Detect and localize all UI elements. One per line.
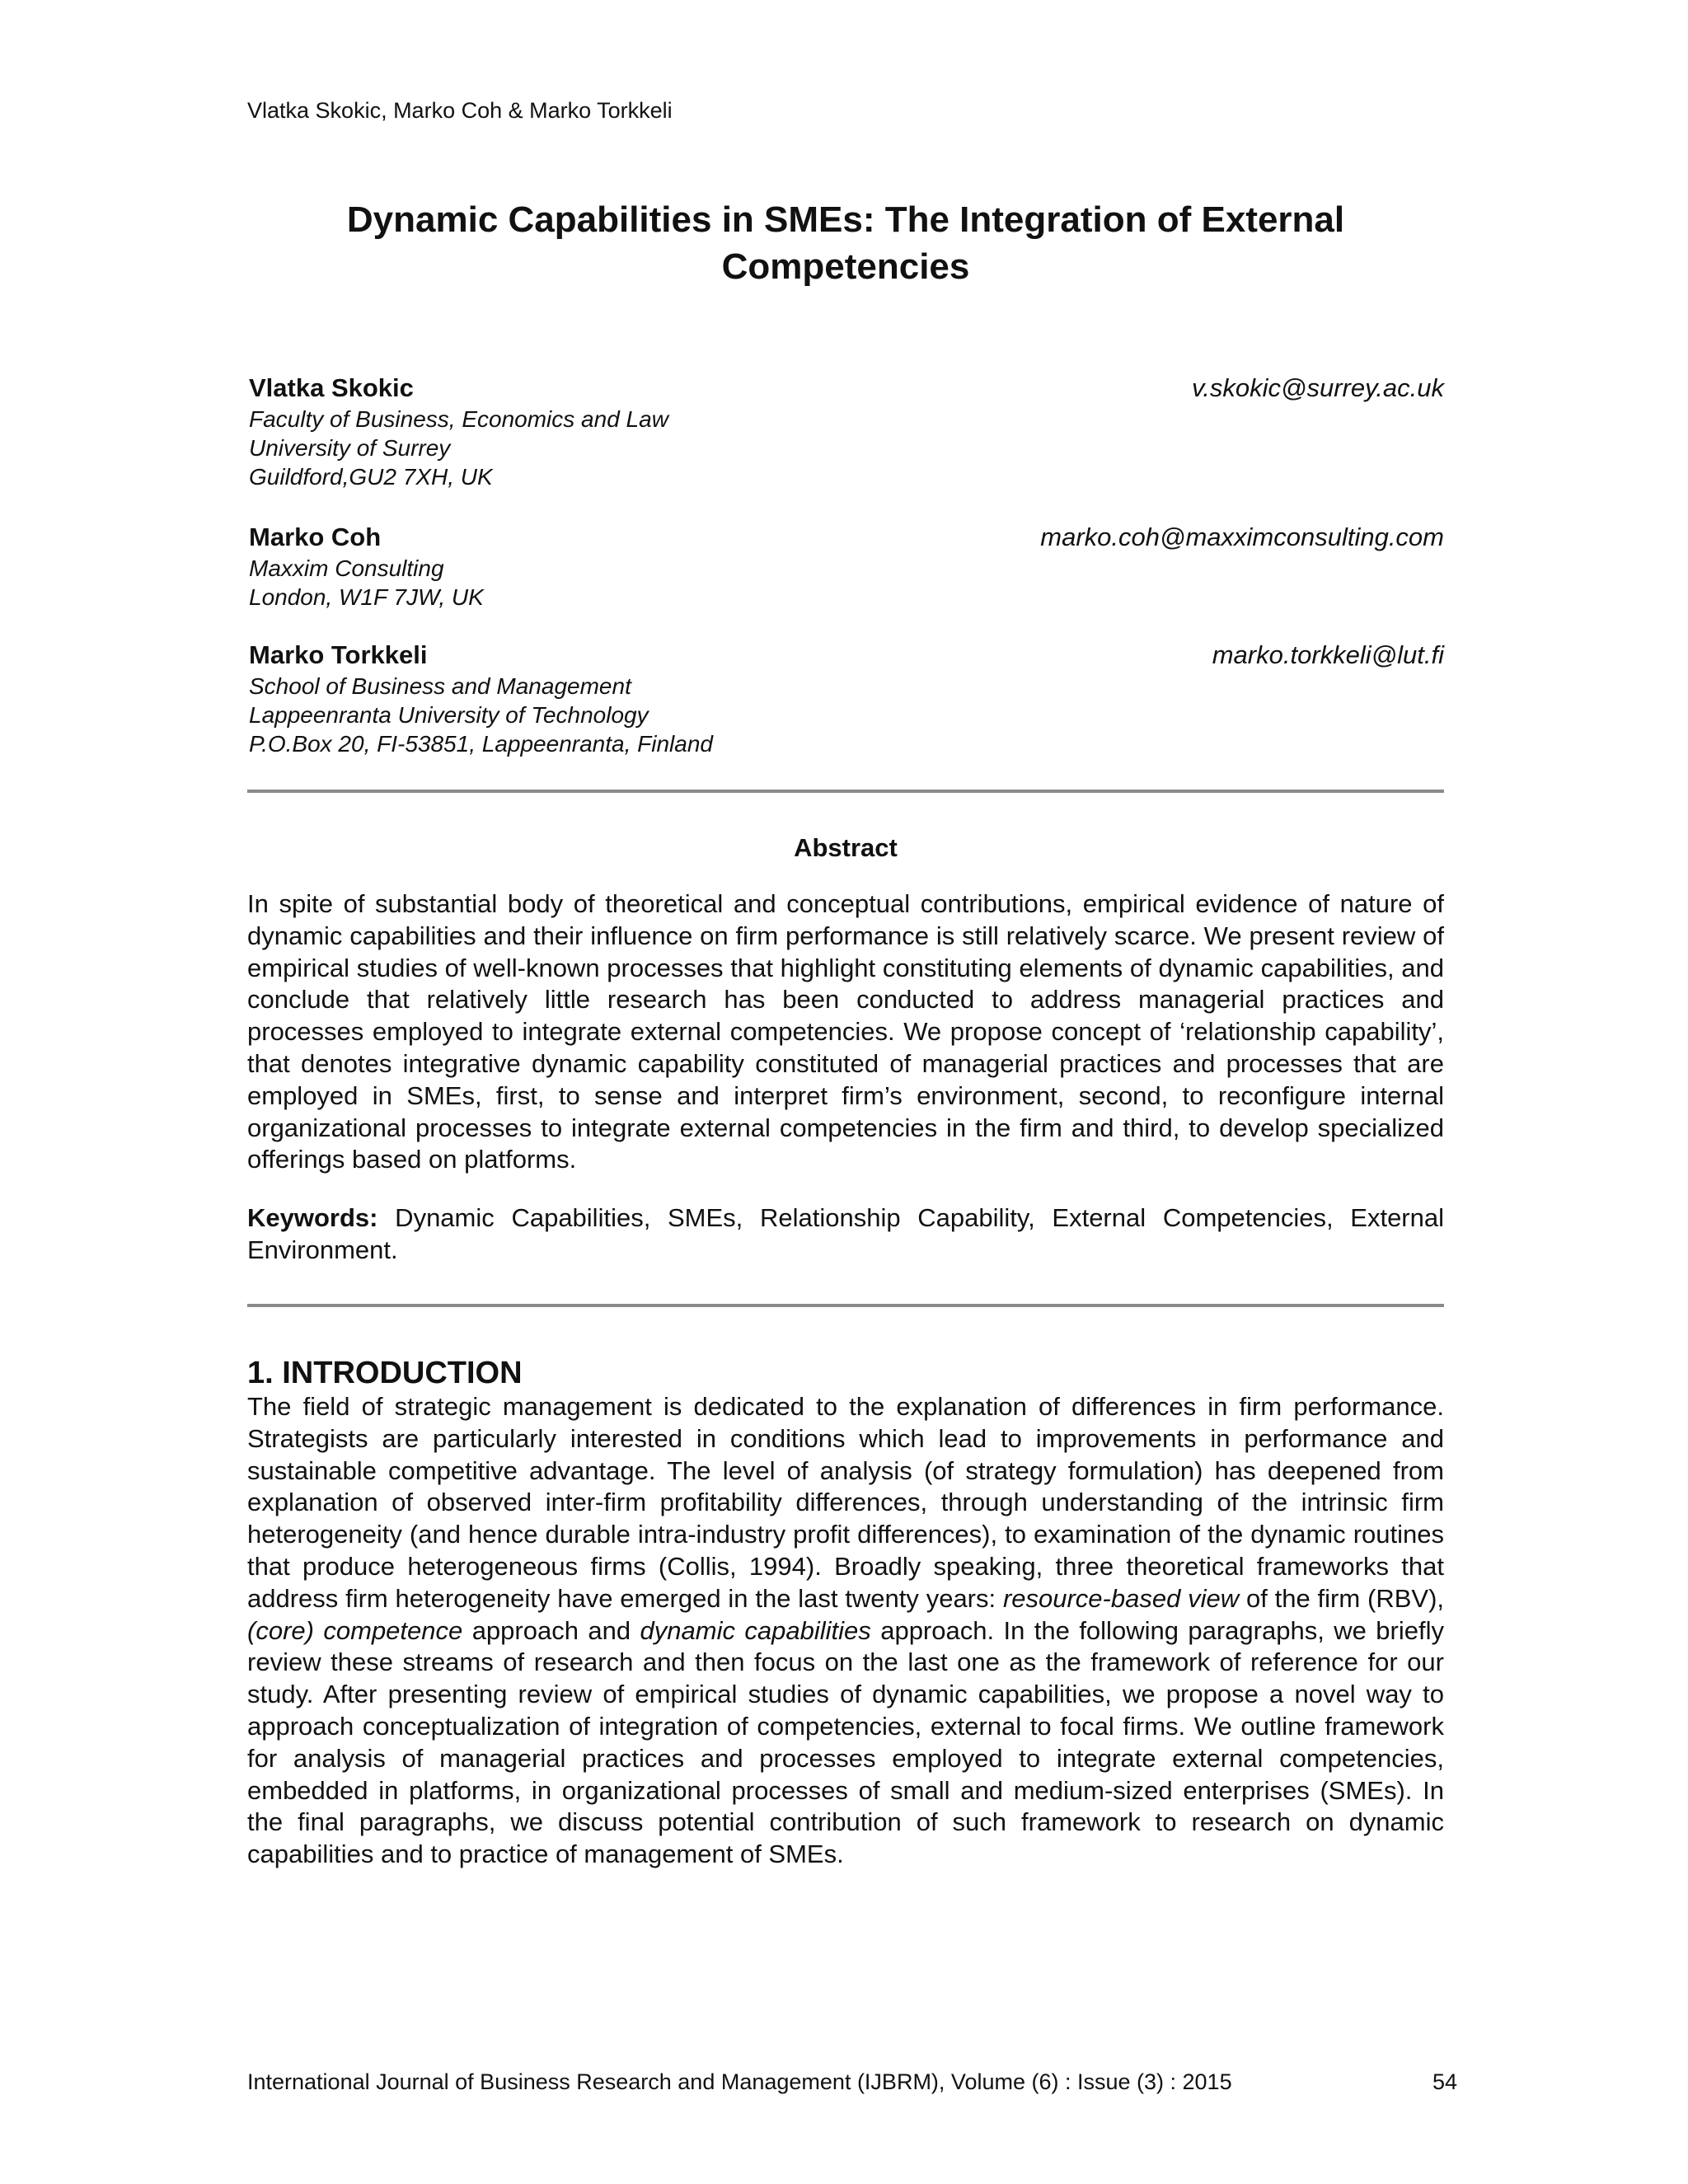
paper-title-line-1: Dynamic Capabilities in SMEs: The Integration of External [346,199,1345,240]
author-name: Vlatka Skokic [249,373,414,402]
intro-term-rbv: resource-based view [1002,1583,1240,1613]
author-name: Marko Torkkeli [249,640,428,669]
paper-title-line-2: Competencies [721,246,970,287]
section-heading-introduction: 1. INTRODUCTION [247,1356,523,1390]
keywords-text: Dynamic Capabilities, SMEs, Relationship Capability, External Competencies, External Environment. [247,1203,1444,1264]
running-head: Vlatka Skokic, Marko Coh & Marko Torkkeli [247,98,673,123]
keywords [247,1202,1444,1267]
introduction-text [247,1391,1444,1871]
author-affiliation-line: P.O.Box 20, FI-53851, Lappeenranta, Finland [249,731,713,757]
divider-top [247,790,1444,793]
author-affiliation-line: Faculty of Business, Economics and Law [249,406,668,432]
intro-text-part: of the firm (RBV), [1239,1583,1445,1613]
author-email[interactable]: marko.coh@maxximconsulting.com [1040,523,1444,551]
author-block-coh [249,522,1444,612]
keywords-label: Keywords: [247,1203,378,1232]
page-number: 54 [1432,2069,1458,2094]
author-affiliation-line: Guildford,GU2 7XH, UK [249,464,493,490]
abstract-heading: Abstract [794,833,898,862]
author-email[interactable]: marko.torkkeli@lut.fi [1212,640,1444,669]
intro-text-part: The field of strategic management is dedicated to the explanation of differences in firm performance. Strategists are particularly interested in conditions which lead to improvements in performance and sustainable competitive advantage. The level of analysis (of strategy formulation) has deepened from explanation of observed inter-firm profitability differences, through understanding of the intrinsic firm heterogeneity (and hence durable intra-industry profit differences), to examination of the dynamic routines that produce heterogeneous firms (Collis, 1994). Broadly speaking, three theoretical frameworks that address firm heterogeneity have emerged in the last twenty years: [247,1392,1444,1613]
author-block-torkkeli [249,640,1444,758]
author-affiliation-line: London, W1F 7JW, UK [249,584,484,610]
intro-text-part: approach. In the following paragraphs, we briefly review these streams of research and then focus on the last one as the framework of reference for our study. After presenting review of empirical studies of dynamic capabilities, we propose a novel way to approach conceptualization of integration of competencies, external to focal firms. We outline framework for analysis of managerial practices and processes employed to integrate external competencies, embedded in platforms, in organizational processes of small and medium-sized enterprises (SMEs). In the final paragraphs, we discuss potential contribution of such framework to research on dynamic capabilities and to practice of management of SMEs. [247,1615,1444,1869]
footer-journal: International Journal of Business Research and Management (IJBRM), Volume (6) : Issue (3) : 2015 [247,2069,1232,2094]
intro-term-core-competence: (core) competence [247,1615,463,1645]
author-name: Marko Coh [249,523,382,551]
divider-bottom [247,1304,1444,1307]
intro-term-dynamic-capabilities: dynamic capabilities [640,1615,871,1645]
author-affiliation-line: University of Surrey [249,435,451,461]
author-affiliation-line: School of Business and Management [249,673,631,699]
intro-text-part: approach and [462,1615,640,1645]
author-affiliation-line: Lappeenranta University of Technology [249,702,649,728]
author-affiliation-line: Maxxim Consulting [249,555,444,581]
abstract-text: In spite of substantial body of theoretical and conceptual contributions, empirical evidence of nature of dynamic capabilities and their influence on firm performance is still relatively scarce. We present review of empirical studies of well-known processes that highlight constituting elements of dynamic capabilities, and conclude that relatively little research has been conducted to address managerial practices and processes employed to integrate external competencies. We propose concept of ‘relationship capability’, that denotes integrative dynamic capability constituted of managerial practices and processes that are employed in SMEs, first, to sense and interpret firm’s environment, second, to reconfigure internal organizational processes to integrate external competencies in the firm and third, to develop specialized offerings based on platforms. [247,889,1444,1174]
author-email[interactable]: v.skokic@surrey.ac.uk [1192,373,1444,402]
paper-title [247,196,1444,290]
author-block-skokic [249,373,1444,491]
